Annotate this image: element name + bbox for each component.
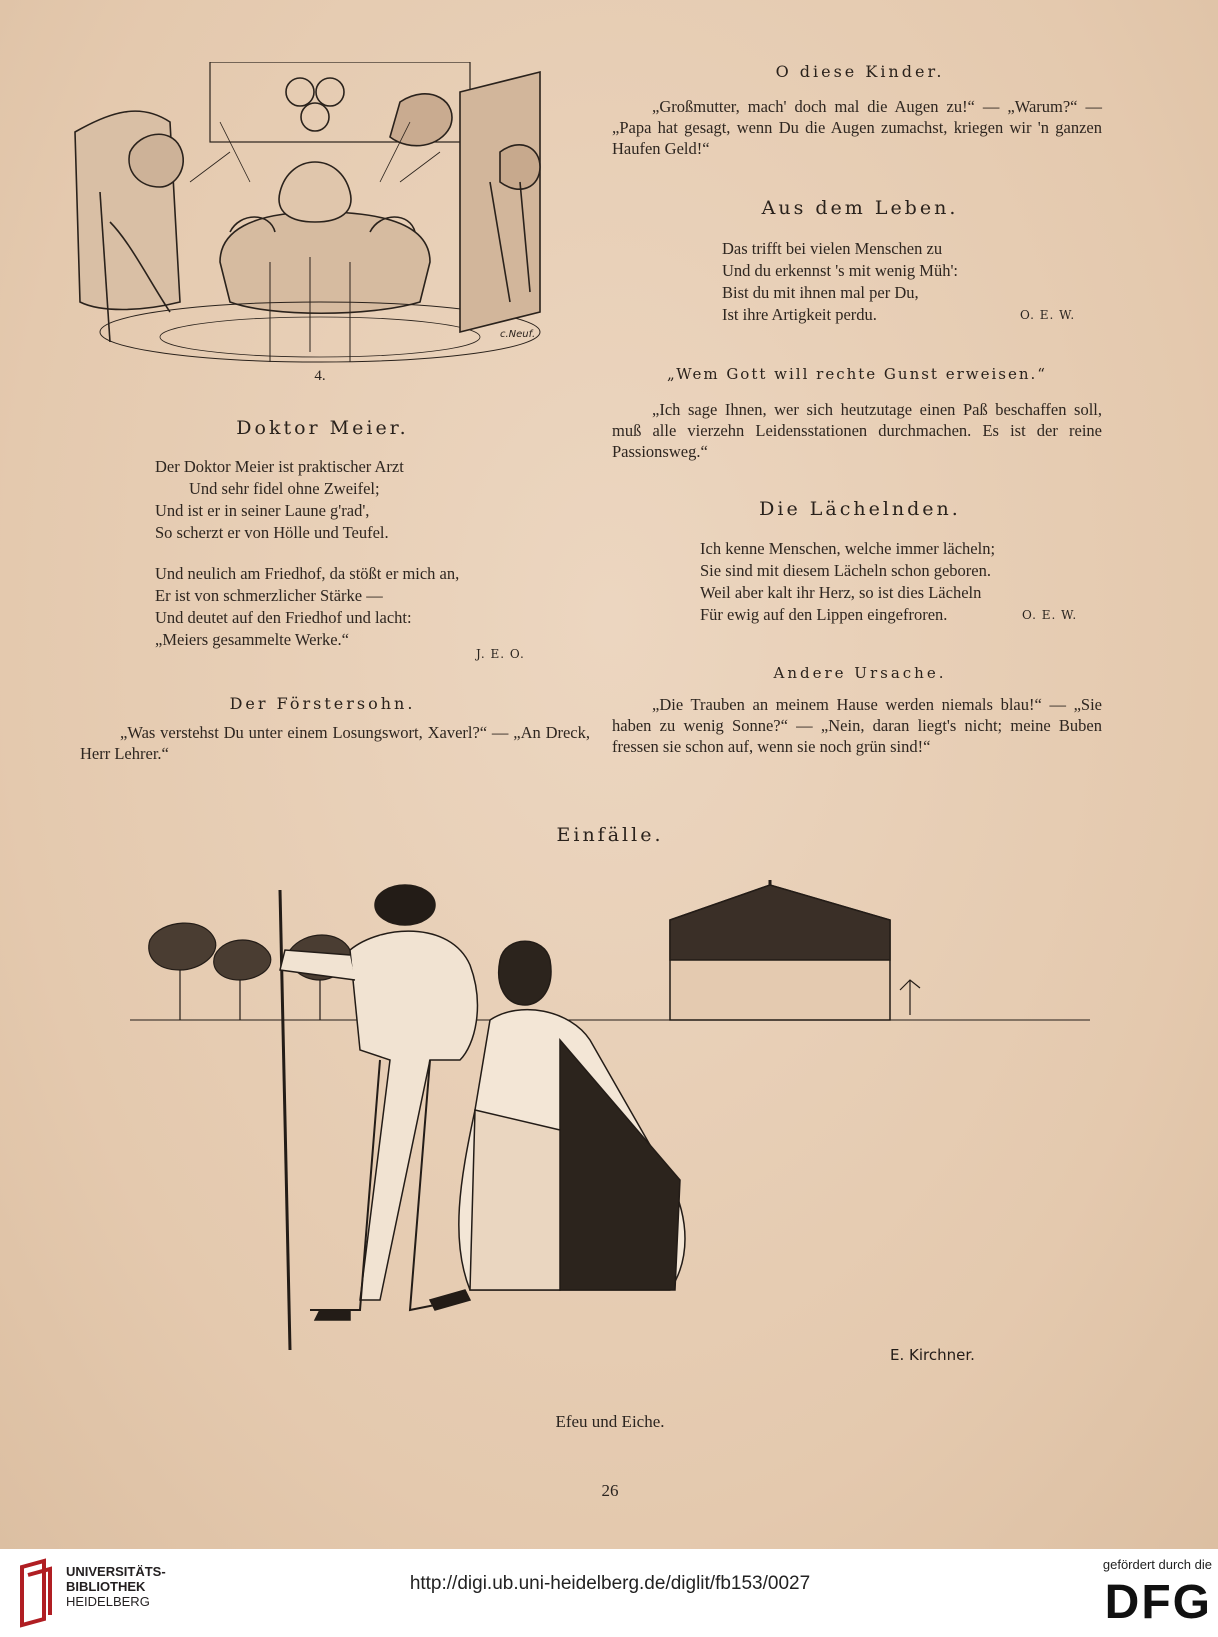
dfg-logo[interactable]: DFG [1104,1576,1212,1629]
title-foerstersohn: Der Förstersohn. [229,694,416,713]
illustration-bathtub-cartoon [70,62,570,372]
illustration-number: 4. [314,368,326,384]
library-logo-icon [14,1557,60,1629]
verse-line: Für ewig auf den Lippen eingefroren. [700,605,948,624]
verse-line: Und ist er in seiner Laune g'rad', [155,501,370,520]
verse-line: Sie sind mit diesem Lächeln schon geboren. [700,561,991,580]
title-die-laechelnden: Die Lächelnden. [759,498,961,520]
caption-efeu-und-eiche: Efeu und Eiche. [555,1412,665,1431]
verse-line: Bist du mit ihnen mal per Du, [722,283,919,302]
farmhouse [670,880,890,1020]
verse-line: Und neulich am Friedhof, da stößt er mich an, [155,564,460,583]
title-wem-gott: „Wem Gott will rechte Gunst erweisen.“ [667,365,1047,383]
library-line: BIBLIOTHEK [66,1579,146,1594]
verse-line: Er ist von schmerzlicher Stärke — [155,586,383,605]
signature-aus-dem-leben: O. E. W. [1020,308,1076,322]
text-wem-gott: „Ich sage Ihnen, wer sich heutzutage einen Paß beschaffen soll, muß alle vierzehn Leidensstationen durchmachen. Es ist der reine Passionsweg.“ [612,400,1102,461]
title-aus-dem-leben: Aus dem Leben. [761,197,959,219]
signature-doktor-meier: J. E. O. [476,647,525,661]
signature-die-laechelnden: O. E. W. [1022,608,1078,622]
page-number: 26 [601,1481,619,1500]
verse-line: Und du erkennst 's mit wenig Müh': [722,261,959,280]
artist-signature: E. Kirchner. [890,1346,975,1364]
title-diese-kinder: O diese Kinder. [775,62,945,81]
funded-by-text: gefördert durch die [1102,1557,1212,1572]
footer-bar [0,1549,1218,1637]
text-foerstersohn: „Was verstehst Du unter einem Losungswort, Xaverl?“ — „An Dreck, Herr Lehrer.“ [80,723,590,763]
title-doktor-meier: Doktor Meier. [236,417,409,439]
library-name[interactable] [66,1564,166,1609]
verse-line: Ich kenne Menschen, welche immer lächeln; [700,539,996,558]
verse-line: Und sehr fidel ohne Zweifel; [189,479,380,498]
woman-figure [459,941,685,1290]
verse-line: Weil aber kalt ihr Herz, so ist dies Lächeln [700,583,982,602]
text-diese-kinder: „Großmutter, mach' doch mal die Augen zu!“ — „Warum?“ — „Papa hat gesagt, wenn Du die Augen zumachst, kriegen wir 'n ganzen Haufen Geld!“ [612,97,1102,158]
svg-text:c.Neuf.: c.Neuf. [500,329,536,340]
library-line: UNIVERSITÄTS- [66,1564,166,1579]
title-andere-ursache: Andere Ursache. [773,664,947,682]
source-url-link[interactable]: http://digi.ub.uni-heidelberg.de/diglit/fb153/0027 [409,1573,811,1594]
verse-line: Der Doktor Meier ist praktischer Arzt [155,457,404,476]
poem-doktor-meier-stanza2 [155,563,535,651]
poem-doktor-meier-stanza1 [155,456,535,544]
verse-line: „Meiers gesammelte Werke.“ [155,630,349,649]
man-figure [280,885,477,1350]
illustration-efeu-und-eiche [130,880,1090,1400]
library-line: HEIDELBERG [66,1594,150,1609]
title-einfaelle: Einfälle. [556,824,664,846]
verse-line: Ist ihre Artigkeit perdu. [722,305,877,324]
verse-line: Das trifft bei vielen Menschen zu [722,239,943,258]
verse-line: So scherzt er von Hölle und Teufel. [155,523,389,542]
text-andere-ursache: „Die Trauben an meinem Hause werden niemals blau!“ — „Sie haben zu wenig Sonne?“ — „Nein, daran liegt's nicht; meine Buben fressen sie schon auf, wenn sie noch grün sind!“ [612,695,1102,756]
verse-line: Und deutet auf den Friedhof und lacht: [155,608,412,627]
